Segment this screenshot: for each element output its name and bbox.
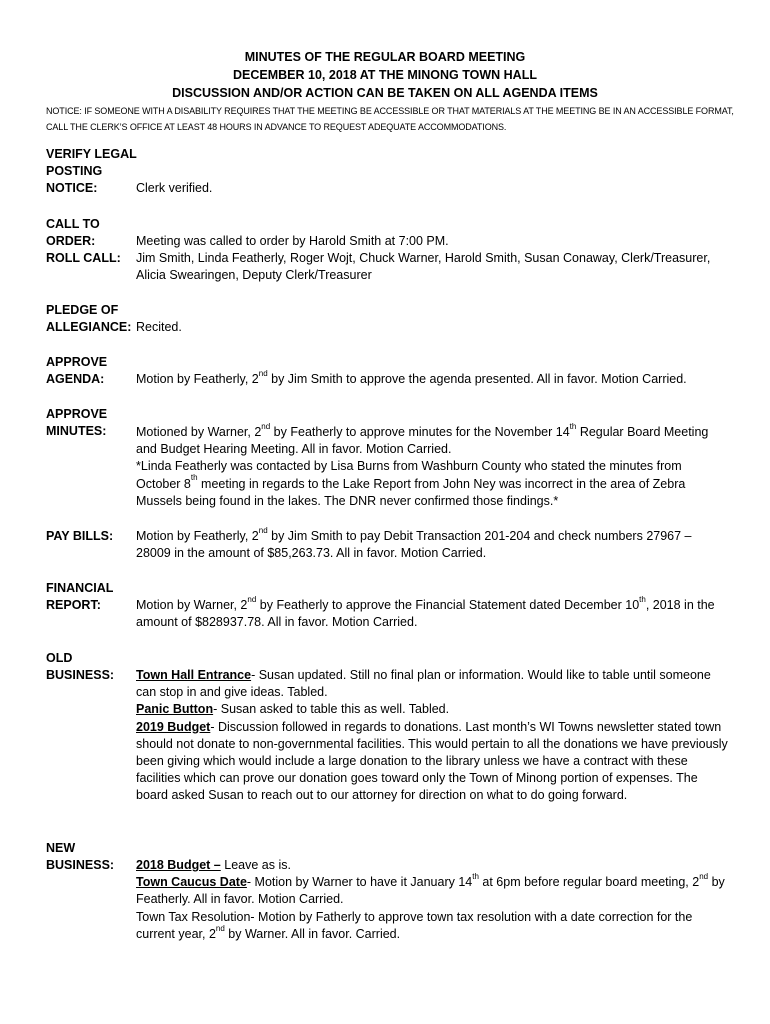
section-text: Recited.: [136, 320, 182, 334]
document-header: [40, 48, 730, 102]
superscript: th: [472, 872, 479, 882]
roll-call-text: Jim Smith, Linda Featherly, Roger Wojt, Chuck Warner, Harold Smith, Susan Conaway, Clerk/Treasurer, Alicia Swearingen, Deputy Clerk/Treasurer: [136, 251, 711, 283]
section-label: OLD BUSINESS:: [46, 651, 115, 682]
superscript: nd: [258, 368, 268, 378]
text-run: by Jim Smith to pay Debit Transaction 201-204 and check numbers 27967 – 28009 in the amount of $85,263.73. All in favor. Motion Carried.: [136, 529, 692, 561]
text-run: meeting in regards to the Lake Report from John Ney was incorrect in the area of Zebra Mussels being found in the lakes. The DNR never confirmed those findings.*: [136, 476, 686, 508]
section-label: APPROVE MINUTES:: [46, 407, 108, 438]
new-item-2018-budget: [136, 857, 728, 874]
text-run: Motion by Featherly, 2: [136, 372, 259, 386]
text-run: *Linda Featherly was contacted by Lisa Burns from Washburn County who stated the minutes from October 8: [136, 459, 682, 491]
superscript: nd: [258, 525, 268, 535]
text-run: by Jim Smith to approve the agenda presented. All in favor. Motion Carried.: [267, 372, 687, 386]
section-text: [136, 525, 728, 562]
text-run: Leave as is.: [220, 858, 291, 872]
header-line-1: MINUTES OF THE REGULAR BOARD MEETING: [244, 50, 526, 64]
new-item-town-tax-resolution: [136, 909, 728, 943]
section-text: [136, 368, 728, 388]
superscript: nd: [699, 872, 709, 882]
text-run: Town Tax Resolution- Motion by Fatherly to approve town tax resolution with a date correction for the current year, 2: [136, 909, 693, 941]
old-item-town-hall-entrance: [136, 667, 728, 701]
section-text: [136, 667, 728, 805]
section-label: PAY BILLS:: [46, 529, 114, 543]
header-line-2: DECEMBER 10, 2018 AT THE MINONG TOWN HALL: [233, 68, 537, 82]
section-text: [136, 233, 728, 285]
text-run: at 6pm before regular board meeting, 2: [478, 875, 700, 890]
text-run: Motion by Warner, 2: [136, 598, 248, 612]
section-label: CALL TO ORDER: ROLL CALL:: [46, 217, 121, 265]
text-run: by Warner. All in favor. Carried.: [224, 926, 401, 941]
text-run: by Featherly to approve the Financial Statement dated December 10: [256, 598, 640, 612]
item-title: 2018 Budget –: [136, 858, 221, 872]
section-label: NEW BUSINESS:: [46, 841, 115, 872]
text-run: Regular Board Meeting and Budget Hearing Meeting. All in favor. Motion Carried.: [136, 425, 709, 457]
text-run: , 2018 in the amount of $828937.78. All in favor. Motion Carried.: [136, 598, 715, 630]
text-run: by Featherly. All in favor. Motion Carried.: [136, 875, 725, 907]
superscript: th: [639, 594, 646, 604]
section-text: Clerk verified.: [136, 181, 213, 195]
section-text: [136, 594, 728, 631]
minutes-motion: [136, 421, 728, 458]
header-line-3: DISCUSSION AND/OR ACTION CAN BE TAKEN ON ALL AGENDA ITEMS: [172, 86, 598, 100]
item-title: 2019 Budget: [136, 719, 211, 734]
section-label: VERIFY LEGAL POSTING NOTICE:: [46, 147, 137, 195]
superscript: nd: [247, 594, 257, 604]
old-item-2019-budget: [136, 719, 728, 805]
superscript: th: [190, 473, 198, 483]
minutes-note: [136, 458, 728, 510]
section-label: PLEDGE OF ALLEGIANCE:: [46, 303, 132, 334]
superscript: th: [569, 421, 577, 431]
section-text: [136, 857, 728, 943]
call-order-text: Meeting was called to order by Harold Smith at 7:00 PM.: [136, 234, 449, 248]
new-item-town-caucus-date: [136, 874, 728, 908]
item-title: Town Caucus Date: [136, 875, 247, 890]
text-run: - Motion by Warner to have it January 14: [246, 875, 473, 890]
text-run: by Featherly to approve minutes for the November 14: [270, 425, 570, 439]
text-run: Motion by Featherly, 2: [136, 529, 259, 543]
text-run: - Discussion followed in regards to donations. Last month’s WI Towns newsletter stated town should not donate to non-governmental facilities. This would pertain to all the donations we have previously been giving which would include a large donation to the library unless we have a contract with these facilities which can prove our donation goes toward only the Town of Minong portion of expenses. The board asked Susan to reach out to our attorney for direction on what to do going forward.: [136, 719, 728, 803]
old-item-panic-button: [136, 701, 728, 718]
item-title: Panic Button: [136, 702, 214, 717]
text-run: - Susan updated. Still no final plan or information. Would like to table until someone can stop in and give ideas. Tabled.: [136, 668, 711, 700]
superscript: nd: [261, 421, 271, 431]
section-label: APPROVE AGENDA:: [46, 355, 108, 386]
text-run: Motioned by Warner, 2: [136, 425, 262, 439]
section-label: FINANCIAL REPORT:: [46, 581, 114, 612]
section-text: [136, 421, 728, 510]
accessibility-notice: NOTICE: IF SOMEONE WITH A DISABILITY REQUIRES THAT THE MEETING BE ACCESSIBLE OR THAT MATERIALS AT THE MEETING BE IN AN ACCESSIBLE FORMAT, CALL THE CLERK’S OFFICE AT LEAST 48 HOURS IN ADVANCE TO REQUEST ADEQUATE ACCOMMODATIONS.: [46, 106, 734, 132]
text-run: - Susan asked to table this as well. Tabled.: [213, 702, 450, 717]
superscript: nd: [215, 923, 225, 933]
item-title: Town Hall Entrance: [136, 668, 252, 682]
